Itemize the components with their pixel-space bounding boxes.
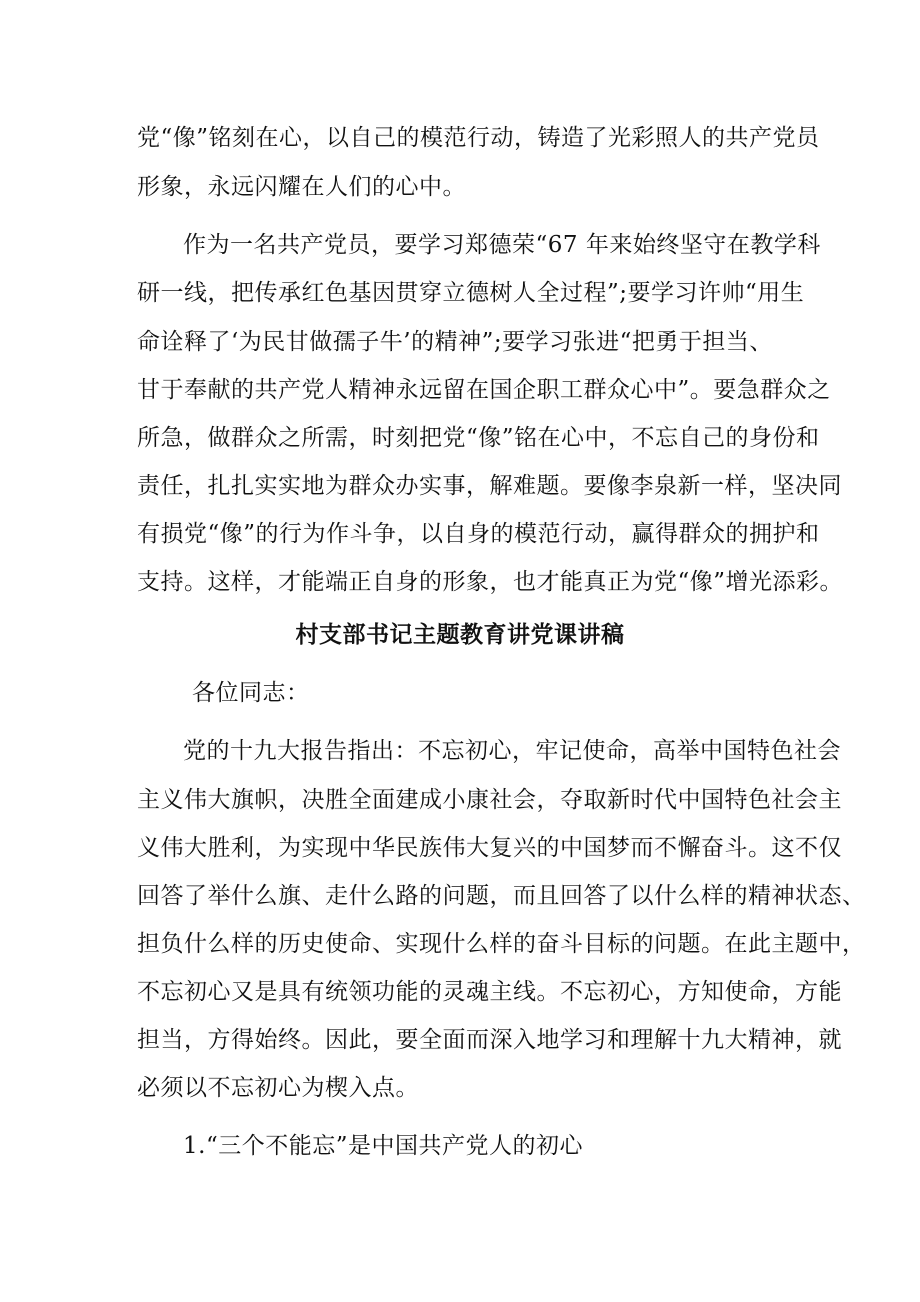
paragraph-3-line-3: 义伟大胜利，为实现中华民族伟大复兴的中国梦而不懈奋斗。这不仅 — [137, 835, 842, 861]
paragraph-3-line-7: 担当，方得始终。因此，要全面而深入地学习和理解十九大精神，就 — [137, 1027, 842, 1053]
paragraph-1-line-2: 形象，永远闪耀在人们的心中。 — [137, 174, 466, 200]
paragraph-3-line-1: 党的十九大报告指出：不忘初心，牢记使命，高举中国特色社会 — [183, 738, 841, 764]
paragraph-2-line-8: 支持。这样，才能端正自身的形象，也才能真正为党“像”增光添彩。 — [137, 569, 844, 595]
paragraph-3-line-4: 回答了举什么旗、走什么路的问题，而且回答了以什么样的精神状态、 — [137, 883, 866, 909]
paragraph-3-line-8: 必须以不忘初心为楔入点。 — [137, 1075, 419, 1101]
paragraph-3-line-2: 主义伟大旗帜，决胜全面建成小康社会，夺取新时代中国特色社会主 — [137, 787, 842, 813]
paragraph-1-line-1: 党“像”铭刻在心，以自己的模范行动，铸造了光彩照人的共产党员 — [137, 125, 820, 151]
section-title: 村支部书记主题教育讲党课讲稿 — [295, 621, 625, 648]
paragraph-3-line-5: 担负什么样的历史使命、实现什么样的奋斗目标的问题。在此主题中， — [137, 931, 866, 957]
paragraph-3-line-6: 不忘初心又是具有统领功能的灵魂主线。不忘初心，方知使命，方能 — [137, 979, 842, 1005]
paragraph-2-line-5: 所急，做群众之所需，时刻把党“像”铭在心中，不忘自己的身份和 — [137, 425, 820, 451]
paragraph-2-line-2: 研一线，把传承红色基因贯穿立德树人全过程”;要学习许帅“用生 — [137, 280, 805, 306]
paragraph-2-line-6: 责任，扎扎实实地为群众办实事，解难题。要像李泉新一样，坚决同 — [137, 473, 842, 499]
paragraph-2-line-1: 作为一名共产党员，要学习郑德荣“67 年来始终坚守在教学科 — [183, 232, 821, 258]
greeting: 各位同志： — [192, 680, 310, 706]
paragraph-2-line-4: 甘于奉献的共产党人精神永远留在国企职工群众心中”。要急群众之 — [137, 377, 831, 403]
paragraph-2-line-3: 命诠释了‘为民甘做孺子牛’的精神”;要学习张进“把勇于担当、 — [137, 329, 773, 355]
paragraph-2-line-7: 有损党“像”的行为作斗争，以自身的模范行动，赢得群众的拥护和 — [137, 521, 820, 547]
numbered-heading-1: 1.“三个不能忘”是中国共产党人的初心 — [183, 1133, 583, 1159]
